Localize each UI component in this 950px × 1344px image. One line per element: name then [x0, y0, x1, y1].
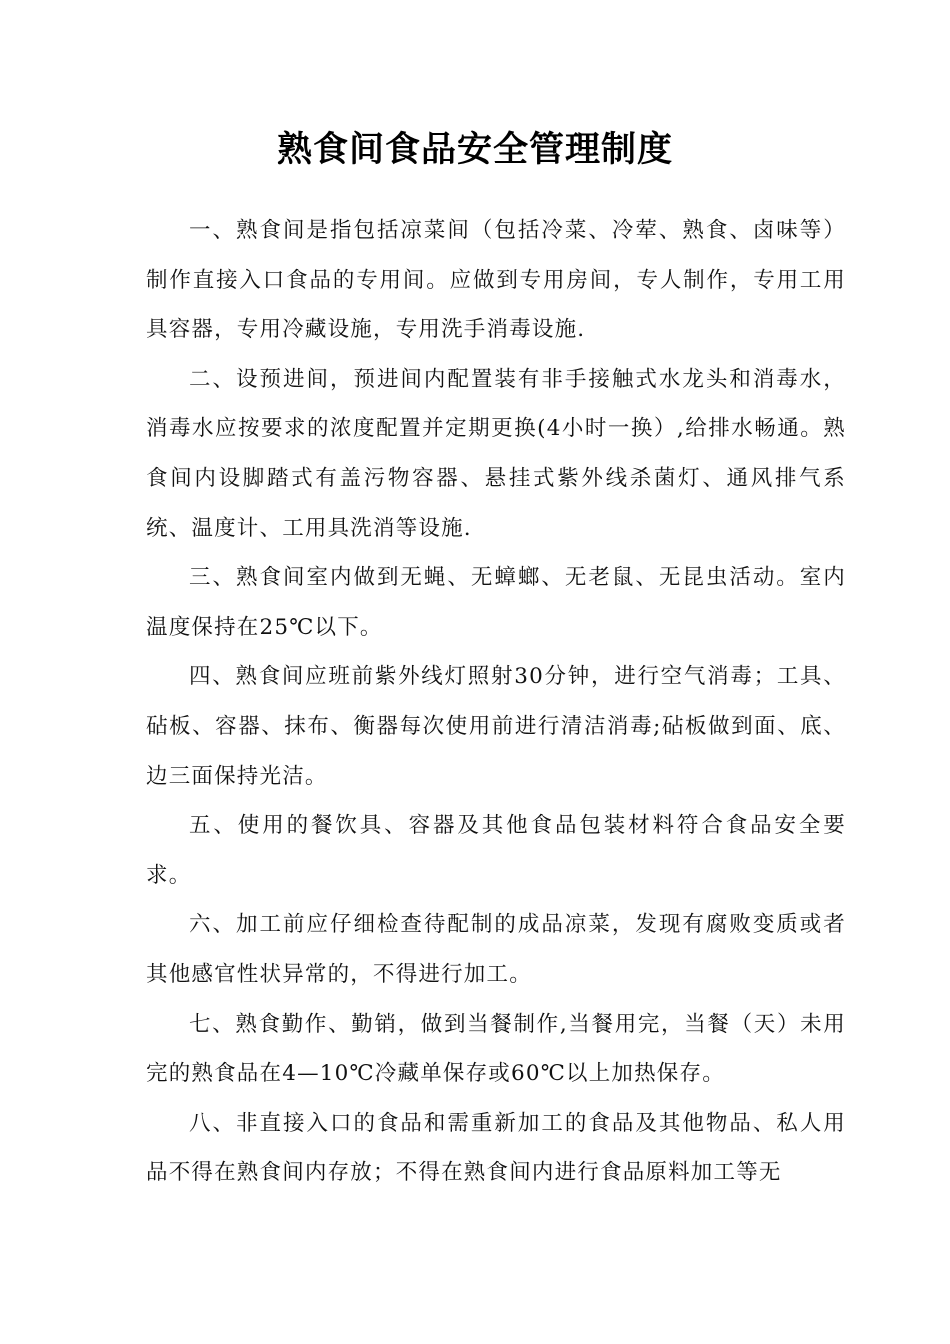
paragraph-2: 二、设预进间，预进间内配置装有非手接触式水龙头和消毒水，消毒水应按要求的浓度配置并定期更换(4小时一换）,给排水畅通。熟食间内设脚踏式有盖污物容器、悬挂式紫外线杀菌灯、通风排气系统、温度计、工用具洗消等设施. — [146, 366, 846, 541]
paragraph-7: 七、熟食勤作、勤销，做到当餐制作,当餐用完，当餐（天）未用完的熟食品在4—10℃冷藏单保存或60℃以上加热保存。 — [146, 1011, 846, 1087]
paragraph-4: 四、熟食间应班前紫外线灯照射30分钟，进行空气消毒；工具、砧板、容器、抹布、衡器每次使用前进行清洁消毒;砧板做到面、底、边三面保持光洁。 — [146, 664, 846, 789]
document-body — [146, 206, 846, 1198]
paragraph-1: 一、熟食间是指包括凉菜间（包括冷菜、冷荤、熟食、卤味等）制作直接入口食品的专用间。应做到专用房间，专人制作，专用工用具容器，专用冷藏设施，专用洗手消毒设施. — [146, 218, 846, 343]
paragraph-6: 六、加工前应仔细检查待配制的成品凉菜，发现有腐败变质或者其他感官性状异常的，不得进行加工。 — [146, 912, 846, 987]
document-title: 熟食间食品安全管理制度 — [276, 129, 673, 170]
paragraph-5: 五、使用的餐饮具、容器及其他食品包装材料符合食品安全要求。 — [146, 813, 846, 888]
paragraph-3: 三、熟食间室内做到无蝇、无蟑螂、无老鼠、无昆虫活动。室内温度保持在25℃以下。 — [146, 565, 846, 640]
paragraph-8: 八、非直接入口的食品和需重新加工的食品及其他物品、私人用品不得在熟食间内存放；不得在熟食间内进行食品原料加工等无 — [146, 1110, 846, 1186]
